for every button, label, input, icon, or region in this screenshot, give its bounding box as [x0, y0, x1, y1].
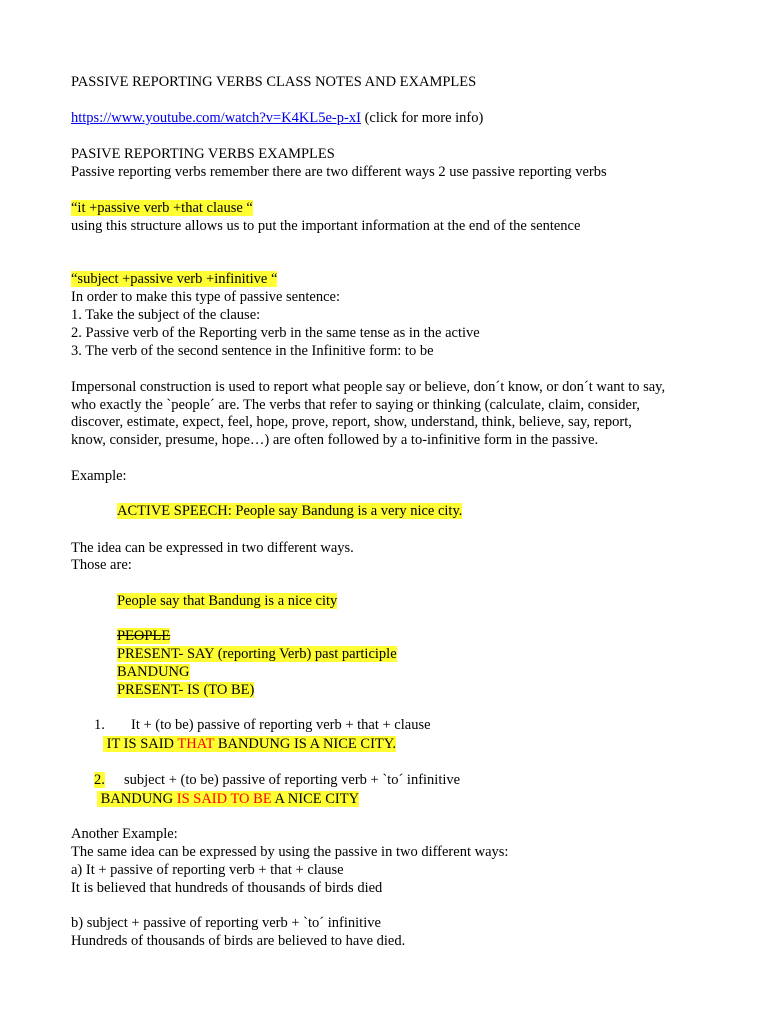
impersonal-line: who exactly the `people´ are. The verbs that refer to saying or thinking (calculate, claim, consider, — [71, 397, 640, 413]
link-note: (click for more info) — [360, 110, 484, 126]
another-b-example: Hundreds of thousands of birds are believed to have died. — [71, 933, 406, 949]
active-speech-line — [117, 503, 462, 521]
another-label: Another Example: — [71, 826, 178, 842]
youtube-link[interactable]: https://www.youtube.com/watch?v=K4KL5e-p-xI — [71, 110, 361, 126]
way1-example-start: IT IS SAID — [106, 736, 178, 752]
another-a-example: It is believed that hundreds of thousands of birds died — [71, 880, 383, 896]
breakdown-say-line — [117, 646, 397, 664]
way2-example-end: A NICE CITY — [271, 791, 360, 807]
step-item: 2. Passive verb of the Reporting verb in the same tense as in the active — [71, 325, 480, 341]
way1-example-end: BANDUNG IS A NICE CITY. — [214, 736, 396, 752]
step-item: 1. Take the subject of the clause: — [71, 307, 261, 323]
another-b-rule: b) subject + passive of reporting verb + `to´ infinitive — [71, 915, 381, 931]
way1-emphasis: THAT — [177, 736, 215, 752]
active-speech: ACTIVE SPEECH: People say Bandung is a very nice city. — [117, 503, 463, 519]
impersonal-line: know, consider, presume, hope…) are often followed by a to-infinitive form in the passive. — [71, 432, 599, 448]
way2-emphasis: IS SAID TO BE — [176, 791, 272, 807]
way2-number-line — [94, 772, 105, 790]
way2-example — [97, 791, 359, 809]
document-title: PASSIVE REPORTING VERBS CLASS NOTES AND EXAMPLES — [71, 74, 477, 90]
breakdown-people-line — [117, 628, 170, 646]
structure2-lead: In order to make this type of passive sentence: — [71, 289, 340, 305]
way1-number: 1. — [94, 717, 105, 733]
example-label: Example: — [71, 468, 127, 484]
way1-rule: It + (to be) passive of reporting verb + that + clause — [131, 717, 431, 733]
structure2-formula: “subject +passive verb +infinitive “ — [71, 271, 278, 287]
way2-example-start: BANDUNG — [100, 791, 177, 807]
examples-heading: PASIVE REPORTING VERBS EXAMPLES — [71, 146, 335, 162]
another-a-rule: a) It + passive of reporting verb + that + clause — [71, 862, 344, 878]
structure2-line — [71, 271, 277, 289]
structure1-formula: “it +passive verb +that clause “ — [71, 200, 253, 216]
way2-rule: subject + (to be) passive of reporting verb + `to´ infinitive — [124, 772, 461, 788]
breakdown-present-say: PRESENT- SAY (reporting Verb) past participle — [117, 646, 397, 662]
intro-text: Passive reporting verbs remember there are two different ways 2 use passive reporting verbs — [71, 164, 607, 180]
breakdown-bandung-line — [117, 664, 190, 682]
impersonal-line: discover, estimate, expect, feel, hope, prove, report, show, understand, think, believe, say, report, — [71, 414, 632, 430]
another-lead: The same idea can be expressed by using the passive in two different ways: — [71, 844, 509, 860]
example-sentence: People say that Bandung is a nice city — [117, 593, 338, 609]
way1-example — [103, 736, 396, 754]
breakdown-people: PEOPLE — [117, 628, 171, 644]
two-ways-line: The idea can be expressed in two different ways. — [71, 540, 354, 556]
two-ways-line: Those are: — [71, 557, 132, 573]
breakdown-present-is: PRESENT- IS (TO BE) — [117, 682, 255, 698]
breakdown-is-line — [117, 682, 254, 700]
impersonal-line: Impersonal construction is used to report what people say or believe, don´t know, or don´t want to say, — [71, 379, 666, 395]
structure1-line — [71, 200, 253, 218]
breakdown-bandung: BANDUNG — [117, 664, 190, 680]
structure1-note: using this structure allows us to put the important information at the end of the sentence — [71, 218, 581, 234]
reference-line — [71, 110, 483, 128]
sentence-line — [117, 593, 337, 611]
step-item: 3. The verb of the second sentence in the Infinitive form: to be — [71, 343, 434, 359]
way2-number: 2. — [94, 772, 105, 788]
